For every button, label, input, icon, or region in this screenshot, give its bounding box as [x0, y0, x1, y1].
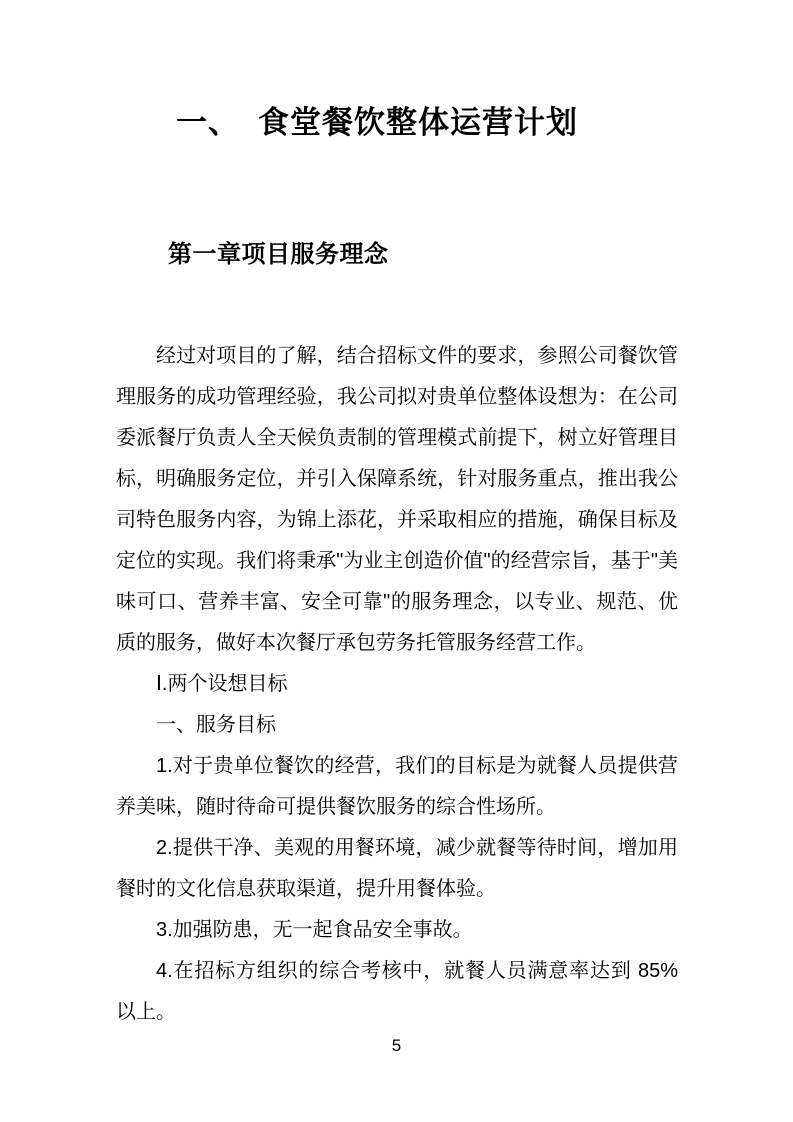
paragraph-two-goals-heading: Ⅰ.两个设想目标: [156, 672, 288, 695]
title-number: 一、: [176, 105, 240, 140]
paragraph-intro: 经过对项目的了解，结合招标文件的要求，参照公司餐饮管理服务的成功管理经验，我公司拟对贵单位整体设想为：在公司委派餐厅负责人全天候负责制的管理模式前提下，树立好管理目标，明确服务定位，并引入保障系统，针对服务重点，推出我公司特色服务内容，为锦上添花，并采取相应的措施，确保目标及定位的实现。我们将秉承"为业主创造价值"的经营宗旨，基于"美味可口、营养丰富、安全可靠"的服务理念，以专业、规范、优质的服务，做好本次餐厅承包劳务托管服务经营工作。: [116, 344, 678, 654]
page-number: 5: [391, 1036, 402, 1055]
chapter-heading: 第一章项目服务理念: [168, 240, 389, 268]
paragraph-goal-1: 1.对于贵单位餐饮的经营，我们的目标是为就餐人员提供营养美味，随时待命可提供餐饮服务的综合性场所。: [116, 754, 678, 818]
paragraph-goal-4: 4.在招标方组织的综合考核中，就餐人员满意率达到 85%以上。: [116, 959, 678, 1023]
paragraph-goal-3: 3.加强防患，无一起食品安全事故。: [156, 918, 473, 941]
document-title: [176, 0, 678, 143]
title-text: 食堂餐饮整体运营计划: [258, 105, 578, 140]
document-body: [116, 336, 678, 1033]
paragraph-service-goal-heading: 一、服务目标: [156, 713, 276, 736]
paragraph-goal-2: 2.提供干净、美观的用餐环境，减少就餐等待时间，增加用餐时的文化信息获取渠道，提升用餐体验。: [116, 836, 678, 900]
